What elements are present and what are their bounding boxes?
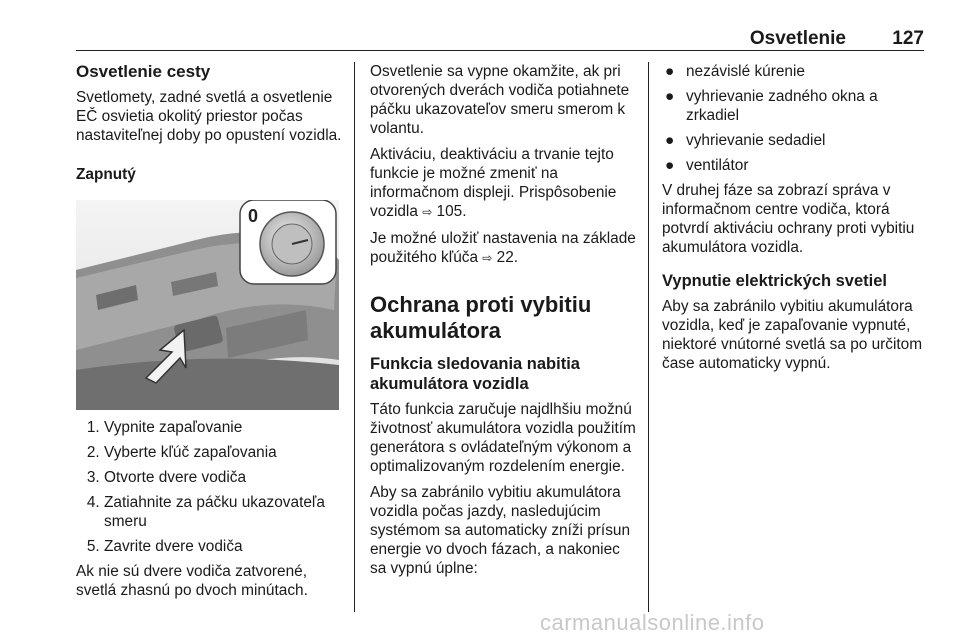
page-header xyxy=(76,26,924,51)
list-item: 3. Otvorte dvere vodiča xyxy=(104,468,344,487)
turn-signal-lever-illustration xyxy=(76,200,339,410)
bullet-icon: ● xyxy=(665,157,675,174)
column-2 xyxy=(370,62,636,585)
list-item: 1. Vypnite zapaľovanie xyxy=(104,418,344,437)
page-ref-arrow-icon: ⇨ xyxy=(482,251,493,265)
paragraph-second-phase: V druhej fáze sa zobrazí správa v informačnom centre vodiča, ktorá potvrdí aktiváciu ochrany proti vybitiu akumulátora vozidla. xyxy=(662,182,915,256)
paragraph-function: Táto funkcia zaručuje najdlhšiu možnú životnosť akumulátora vozidla použitím generátora s ovládateľným výkonom a optimalizovaným rozdelením energie. xyxy=(370,401,636,475)
heading-electric-lights-off: Vypnutie elektrických svetiel xyxy=(662,272,887,290)
page-ref-link[interactable]: 105. xyxy=(436,203,467,220)
bullet-icon: ● xyxy=(665,132,675,149)
column-divider xyxy=(648,62,649,612)
column-divider xyxy=(354,62,355,612)
lever-diagram xyxy=(76,200,339,410)
list-item: ● ventilátor xyxy=(665,157,749,174)
closing-paragraph: Ak nie sú dvere vodiča zatvorené, svetlá zhasnú po dvoch minútach. xyxy=(76,563,308,599)
systems-list xyxy=(662,62,928,175)
section-title: Osvetlenie xyxy=(749,28,846,49)
heading-battery-protection: Ochrana proti vybitiu akumulátora xyxy=(370,292,592,343)
heading-osvetlenie-cesty: Osvetlenie cesty xyxy=(76,62,211,81)
intro-paragraph: Svetlomety, zadné svetlá a osvetlenie EČ osvietia okolitý priestor počas nastaviteľnej doby po opustení vozidla. xyxy=(76,89,342,144)
steps-list xyxy=(76,418,344,556)
paragraph-interior-lights: Aby sa zabránilo vybitiu akumulátora vozidla, keď je zapaľovanie vypnuté, niektoré vnútorné svetlá sa po určitom čase automaticky vypnú. xyxy=(662,298,923,372)
column-1 xyxy=(76,62,344,607)
paragraph-activation: Aktiváciu, deaktiváciu a trvanie tejto funkcie je možné zmeniť na informačnom displeji. Prispôsobenie vozidla ⇨ 105. xyxy=(370,146,617,220)
column-3 xyxy=(662,62,928,380)
paragraph-prevent-discharge: Aby sa zabránilo vybitiu akumulátora vozidla počas jazdy, nasledujúcim systémom sa automaticky zníži prísun energie vo dvoch fázach, a nakoniec sa vypnú úplne: xyxy=(370,484,631,577)
list-item: ● vyhrievanie sedadiel xyxy=(665,132,826,149)
page-ref-arrow-icon: ⇨ xyxy=(422,205,433,219)
bullet-icon: ● xyxy=(665,63,675,80)
list-item: 4. Zatiahnite za páčku ukazovateľa smeru xyxy=(104,493,344,531)
list-item: ● vyhrievanie zadného okna a zrkadiel xyxy=(665,88,878,124)
list-item: ● nezávislé kúrenie xyxy=(665,63,805,80)
watermark: carmanualsonline.info xyxy=(540,610,765,635)
bullet-icon: ● xyxy=(665,88,675,105)
list-item: 2. Vyberte kľúč zapaľovania xyxy=(104,443,344,462)
key-position-label: 0 xyxy=(248,206,259,226)
subheading-battery-monitoring: Funkcia sledovania nabitia akumulátora vozidla xyxy=(370,355,580,393)
list-item: 5. Zavrite dvere vodiča xyxy=(104,537,344,556)
page-ref-link[interactable]: 22. xyxy=(496,249,519,266)
paragraph-light-off: Osvetlenie sa vypne okamžite, ak pri otvorených dverách vodiča potiahnete páčku ukazovateľov smeru smerom k volantu. xyxy=(370,63,630,137)
subheading-zapnuty: Zapnutý xyxy=(76,166,136,183)
paragraph-key-settings: Je možné uložiť nastavenia na základe použitého kľúča ⇨ 22. xyxy=(370,230,636,266)
page-number: 127 xyxy=(892,28,924,49)
